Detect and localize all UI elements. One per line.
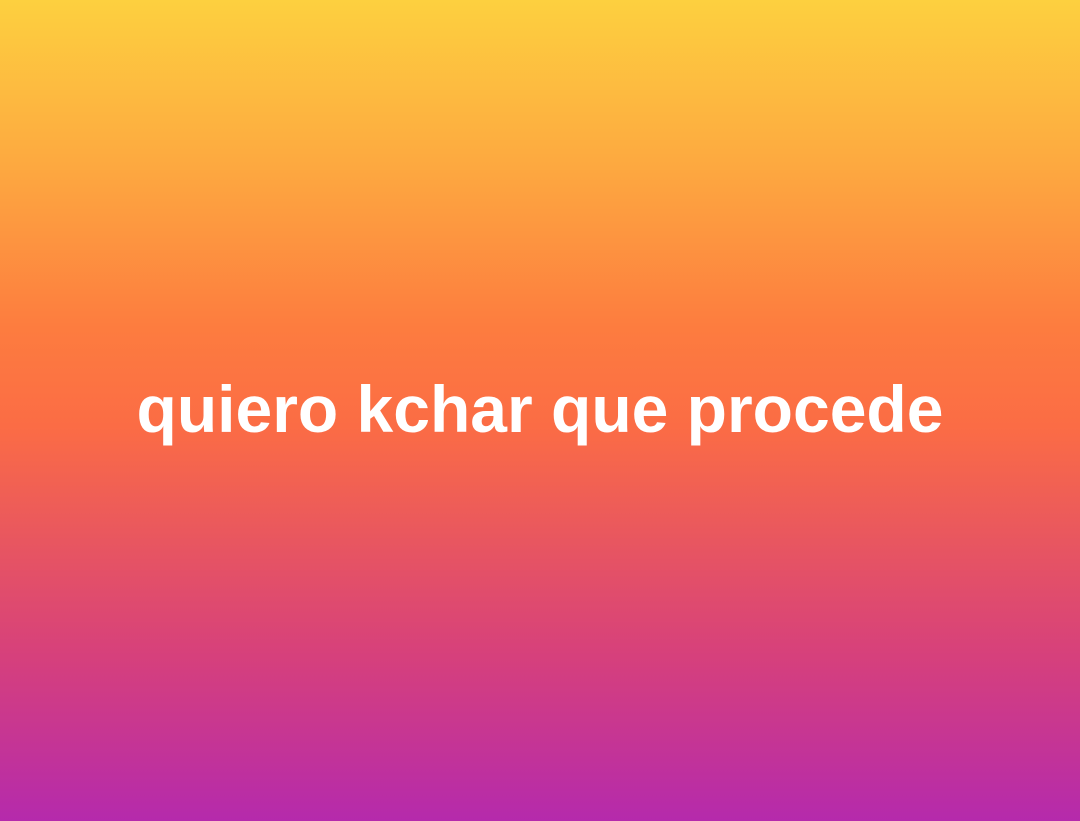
post-text: quiero kchar que procede xyxy=(136,371,944,446)
